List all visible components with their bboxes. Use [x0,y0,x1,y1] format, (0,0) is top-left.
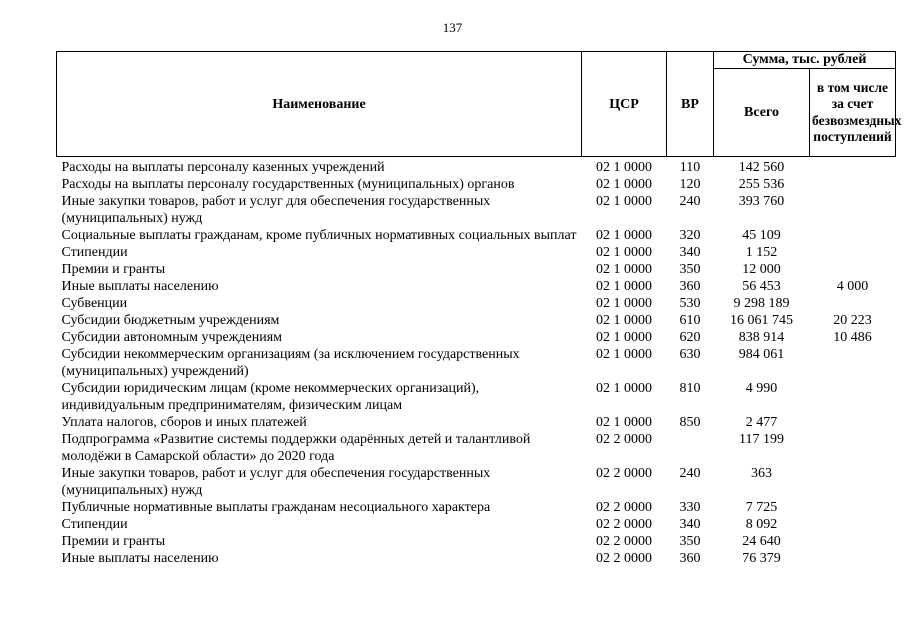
row-csr: 02 1 0000 [596,313,652,328]
row-name: Субсидии некоммерческим организациям (за исключением государственных (муниципальных) учреждений) [61,347,520,379]
row-total: 76 379 [742,551,781,566]
row-total: 2 477 [745,415,778,430]
row-csr: 02 1 0000 [596,160,652,175]
row-gratuitous: 10 486 [833,330,872,345]
table-row [57,499,896,516]
row-name: Субвенции [61,296,128,311]
row-vr: 630 [679,347,701,362]
table-row [57,244,896,261]
row-gratuitous [810,414,896,431]
row-gratuitous [810,176,896,193]
table-row [57,380,896,414]
row-vr: 240 [679,466,701,481]
row-total: 142 560 [738,160,785,175]
table-header [57,52,902,157]
row-total: 838 914 [738,330,785,345]
table-row [57,346,896,380]
row-csr: 02 1 0000 [596,245,652,260]
row-csr: 02 2 0000 [596,466,652,481]
table-row [57,278,896,295]
header-vr: ВР [667,52,714,157]
table-row [57,312,896,329]
row-total: 56 453 [742,279,781,294]
row-total: 255 536 [738,177,785,192]
row-gratuitous [810,227,896,244]
row-vr: 810 [679,381,701,396]
row-gratuitous [810,499,896,516]
row-csr: 02 1 0000 [596,262,652,277]
row-csr: 02 1 0000 [596,330,652,345]
table-row [57,431,896,465]
table-row [57,329,896,346]
row-vr: 350 [679,262,701,277]
row-csr: 02 1 0000 [596,347,652,362]
row-total: 393 760 [738,194,785,209]
table-row [57,533,896,550]
row-csr: 02 1 0000 [596,177,652,192]
row-total: 7 725 [745,500,778,515]
row-gratuitous [810,346,896,380]
row-vr: 350 [679,534,701,549]
row-name: Иные выплаты населению [61,279,219,294]
row-total: 9 298 189 [733,296,790,311]
row-name: Подпрограмма «Развитие системы поддержки одарённых детей и талантливой молодёжи в Самарской области» до 2020 года [61,432,531,464]
row-gratuitous: 20 223 [833,313,872,328]
row-csr: 02 2 0000 [596,534,652,549]
row-csr: 02 1 0000 [596,279,652,294]
header-name: Наименование [57,52,582,157]
row-csr: 02 2 0000 [596,432,652,447]
row-name: Социальные выплаты гражданам, кроме публичных нормативных социальных выплат [61,228,577,243]
row-csr: 02 2 0000 [596,500,652,515]
row-vr: 110 [679,160,701,175]
row-name: Публичные нормативные выплаты гражданам несоциального характера [61,500,491,515]
row-name: Субсидии бюджетным учреждениям [61,313,280,328]
table-row [57,193,896,227]
table-row [57,295,896,312]
row-csr: 02 1 0000 [596,296,652,311]
row-name: Премии и гранты [61,262,166,277]
table-row [57,157,896,177]
row-vr: 360 [679,279,701,294]
row-name: Иные выплаты населению [61,551,219,566]
row-gratuitous [810,261,896,278]
header-csr: ЦСР [582,52,667,157]
row-gratuitous [810,533,896,550]
row-name: Иные закупки товаров, работ и услуг для обеспечения государственных (муниципальных) нужд [61,466,491,498]
row-name: Стипендии [61,517,128,532]
table-row [57,465,896,499]
row-vr: 610 [679,313,701,328]
row-name: Уплата налогов, сборов и иных платежей [61,415,307,430]
row-name: Расходы на выплаты персоналу государственных (муниципальных) органов [61,177,515,192]
row-vr: 320 [679,228,701,243]
row-name: Субсидии юридическим лицам (кроме некоммерческих организаций), индивидуальным предпринимателям, физическим лицам [61,381,480,413]
row-name: Иные закупки товаров, работ и услуг для обеспечения государственных (муниципальных) нужд [61,194,491,226]
header-gratuitous: в том числе за счет безвозмездных поступлений [810,69,896,157]
row-total: 45 109 [742,228,781,243]
header-total: Всего [714,69,810,157]
row-gratuitous [810,431,896,465]
row-csr: 02 2 0000 [596,517,652,532]
row-total: 12 000 [742,262,781,277]
row-vr: 850 [679,415,701,430]
row-vr: 340 [679,517,701,532]
row-csr: 02 1 0000 [596,415,652,430]
row-vr: 360 [679,551,701,566]
row-total: 1 152 [745,245,778,260]
row-name: Стипендии [61,245,128,260]
row-vr: 240 [679,194,701,209]
row-gratuitous [810,244,896,261]
table-row [57,227,896,244]
row-csr: 02 1 0000 [596,194,652,209]
row-gratuitous [810,380,896,414]
row-total: 16 061 745 [730,313,793,328]
row-gratuitous: 4 000 [836,279,869,294]
row-gratuitous [810,550,896,567]
row-total: 4 990 [745,381,778,396]
page-number: 137 [442,20,463,35]
row-total: 117 199 [739,432,784,447]
row-vr: 530 [679,296,701,311]
row-vr: 340 [679,245,701,260]
row-gratuitous [810,465,896,499]
row-gratuitous [810,516,896,533]
header-sum: Сумма, тыс. рублей [714,52,896,69]
row-csr: 02 1 0000 [596,381,652,396]
row-gratuitous [810,295,896,312]
budget-table [56,51,902,567]
row-total: 363 [751,466,772,481]
row-total: 8 092 [745,517,778,532]
table-row [57,550,896,567]
table-row [57,516,896,533]
table-row [57,176,896,193]
row-gratuitous [810,193,896,227]
table-body [57,157,896,568]
row-total: 984 061 [738,347,785,362]
table-row [57,261,896,278]
row-vr: 620 [679,330,701,345]
row-vr [667,431,714,465]
row-csr: 02 2 0000 [596,551,652,566]
table-row [57,414,896,431]
row-vr: 120 [679,177,701,192]
row-name: Субсидии автономным учреждениям [61,330,283,345]
row-csr: 02 1 0000 [596,228,652,243]
row-vr: 330 [679,500,701,515]
row-total: 24 640 [742,534,781,549]
row-name: Премии и гранты [61,534,166,549]
row-name: Расходы на выплаты персоналу казенных учреждений [61,160,385,175]
row-gratuitous [810,157,896,177]
